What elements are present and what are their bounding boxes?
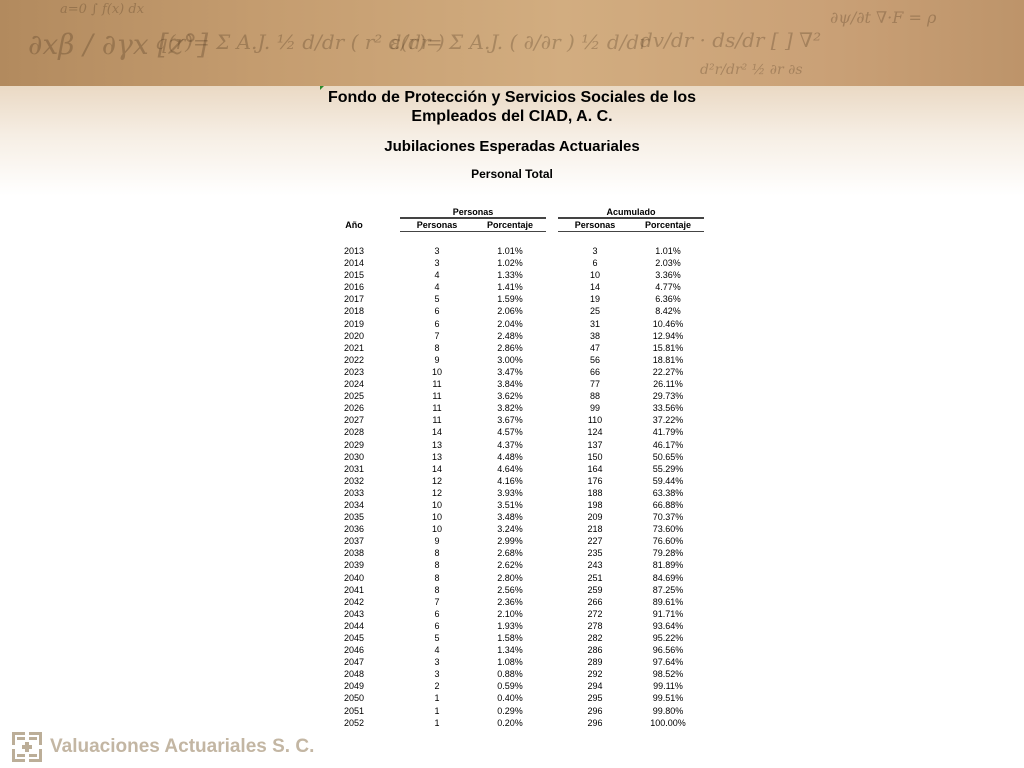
cell-personas: 10 — [431, 524, 442, 535]
cell-acum-porcentaje: 59.44% — [652, 475, 684, 486]
cell-porcentaje: 2.06% — [497, 306, 523, 317]
company-logo-icon — [12, 732, 42, 762]
cell-acum-personas: 66 — [589, 366, 600, 377]
cell-acum-porcentaje: 63.38% — [652, 487, 684, 498]
table-row — [334, 439, 714, 451]
cell-personas: 9 — [434, 354, 440, 365]
cell-acum-personas: 77 — [589, 379, 600, 390]
table-row — [334, 475, 714, 487]
table-row — [334, 717, 714, 729]
cell-acum-porcentaje: 55.29% — [652, 463, 684, 474]
cell-acum-personas: 295 — [587, 693, 603, 704]
table-row — [334, 354, 714, 366]
cell-acum-porcentaje: 4.77% — [655, 282, 681, 293]
column-header-acum-porcentaje: Porcentaje — [644, 220, 692, 230]
cell-acum-personas: 272 — [587, 608, 603, 619]
cell-acum-porcentaje: 18.81% — [652, 354, 684, 365]
cell-acum-personas: 266 — [587, 596, 603, 607]
cell-personas: 8 — [434, 560, 440, 571]
cell-porcentaje: 1.34% — [497, 645, 523, 656]
cell-acum-porcentaje: 87.25% — [652, 584, 684, 595]
table-row — [334, 281, 714, 293]
cell-anio: 2026 — [343, 403, 365, 414]
cell-porcentaje: 3.00% — [497, 354, 523, 365]
cell-porcentaje: 2.62% — [497, 560, 523, 571]
cell-porcentaje: 2.80% — [497, 572, 523, 583]
banner-formula-decoration: dv/dr · ds/dr [ ] ∇² — [640, 28, 822, 52]
cell-anio: 2031 — [343, 463, 365, 474]
table-body — [334, 245, 714, 729]
cell-acum-porcentaje: 95.22% — [652, 633, 684, 643]
cell-personas: 4 — [434, 645, 440, 656]
cell-acum-porcentaje: 1.01% — [655, 246, 681, 256]
cell-anio: 2044 — [343, 620, 365, 631]
cell-acum-personas: 150 — [587, 451, 603, 462]
table-row — [334, 632, 714, 644]
cell-acum-porcentaje: 99.80% — [652, 705, 684, 716]
cell-personas: 10 — [431, 499, 442, 510]
cell-acum-personas: 294 — [587, 681, 603, 692]
table-row — [334, 414, 714, 426]
cell-porcentaje: 1.02% — [497, 258, 523, 269]
cell-acum-personas: 282 — [587, 633, 603, 643]
cell-porcentaje: 1.08% — [497, 657, 523, 668]
cell-acum-porcentaje: 96.56% — [652, 645, 684, 656]
cell-anio: 2030 — [343, 451, 365, 462]
cell-anio: 2019 — [343, 318, 365, 329]
cell-acum-personas: 88 — [589, 391, 600, 402]
cell-acum-porcentaje: 26.11% — [653, 379, 683, 390]
cell-personas: 3 — [434, 669, 440, 680]
table-row — [334, 547, 714, 559]
cell-anio: 2039 — [343, 560, 365, 571]
cell-personas: 7 — [434, 330, 440, 341]
cell-anio: 2041 — [343, 584, 365, 595]
title-line-2: Empleados del CIAD, A. C. — [411, 108, 613, 125]
cell-anio: 2037 — [343, 536, 365, 547]
cell-acum-personas: 292 — [587, 669, 603, 680]
cell-porcentaje: 1.41% — [497, 282, 523, 293]
group-underline — [400, 217, 546, 219]
table-row — [334, 523, 714, 535]
banner-formula-decoration: a=0 ∫ f(x) dx — [60, 2, 145, 17]
cell-personas: 6 — [434, 620, 440, 631]
table-row — [334, 378, 714, 390]
cell-acum-personas: 137 — [587, 439, 603, 450]
cell-porcentaje: 3.47% — [497, 366, 523, 377]
cell-porcentaje: 0.88% — [497, 669, 523, 680]
table-row — [334, 584, 714, 596]
table-row — [334, 620, 714, 632]
cell-anio: 2047 — [343, 657, 365, 668]
cell-anio: 2022 — [343, 354, 365, 365]
cell-personas: 8 — [434, 342, 440, 353]
cell-acum-porcentaje: 41.79% — [652, 427, 684, 438]
cell-acum-porcentaje: 84.69% — [652, 572, 684, 583]
cell-personas: 10 — [431, 512, 442, 523]
cell-anio: 2015 — [343, 270, 365, 281]
cell-anio: 2036 — [343, 524, 365, 535]
cell-personas: 11 — [432, 391, 442, 402]
column-header-anio: Año — [345, 220, 363, 230]
cell-acum-personas: 10 — [589, 270, 600, 281]
table-row — [334, 305, 714, 317]
table-row — [334, 608, 714, 620]
cell-porcentaje: 3.93% — [497, 487, 523, 498]
table-row — [334, 572, 714, 584]
page-subtitle: Jubilaciones Esperadas Actuariales — [384, 138, 640, 155]
cell-acum-personas: 47 — [589, 342, 600, 353]
table-row — [334, 390, 714, 402]
cell-personas: 8 — [434, 572, 440, 583]
column-header-acum-personas: Personas — [574, 220, 616, 230]
table-row — [334, 257, 714, 269]
cell-personas: 1 — [434, 705, 440, 716]
cell-anio: 2052 — [343, 717, 365, 728]
cell-anio: 2025 — [343, 391, 365, 402]
cell-personas: 11 — [432, 379, 442, 390]
cell-acum-personas: 164 — [587, 463, 603, 474]
cell-anio: 2035 — [343, 512, 365, 523]
table-row — [334, 511, 714, 523]
cell-porcentaje: 0.40% — [497, 693, 523, 704]
cell-acum-personas: 296 — [587, 717, 603, 728]
cell-anio: 2023 — [343, 366, 365, 377]
cell-acum-personas: 19 — [589, 294, 600, 305]
cell-personas: 5 — [434, 633, 440, 643]
cell-personas: 5 — [434, 294, 440, 305]
cell-anio: 2042 — [343, 596, 365, 607]
cell-anio: 2043 — [343, 608, 365, 619]
table-row — [334, 668, 714, 680]
cell-personas: 7 — [434, 596, 440, 607]
cell-personas: 14 — [431, 427, 442, 438]
cell-acum-porcentaje: 98.52% — [652, 669, 684, 680]
group-header-personas: Personas — [452, 207, 494, 217]
cell-anio: 2024 — [343, 379, 365, 390]
header-underline — [558, 231, 704, 232]
cell-anio: 2021 — [343, 342, 365, 353]
cell-porcentaje: 1.58% — [497, 633, 523, 643]
cell-acum-porcentaje: 10.46% — [652, 318, 684, 329]
table-row — [334, 269, 714, 281]
cell-porcentaje: 2.68% — [497, 548, 523, 559]
header-underline — [400, 231, 546, 232]
cell-anio: 2050 — [343, 693, 365, 704]
cell-personas: 3 — [434, 258, 440, 269]
cell-acum-personas: 227 — [587, 536, 603, 547]
cell-acum-porcentaje: 99.11% — [653, 681, 683, 692]
cell-porcentaje: 1.93% — [497, 620, 523, 631]
cell-porcentaje: 4.48% — [497, 451, 523, 462]
cell-anio: 2033 — [343, 487, 365, 498]
cell-anio: 2032 — [343, 475, 365, 486]
cell-acum-porcentaje: 15.81% — [652, 342, 684, 353]
cell-porcentaje: 1.59% — [497, 294, 523, 305]
table-row — [334, 426, 714, 438]
cell-acum-porcentaje: 22.27% — [652, 366, 684, 377]
cell-personas: 10 — [431, 366, 442, 377]
cell-acum-personas: 243 — [587, 560, 603, 571]
cell-personas: 3 — [434, 246, 440, 256]
cell-acum-personas: 209 — [587, 512, 603, 523]
cell-acum-porcentaje: 37.22% — [652, 415, 684, 426]
cell-acum-personas: 14 — [589, 282, 600, 293]
cell-acum-personas: 259 — [587, 584, 603, 595]
cell-personas: 1 — [434, 717, 440, 728]
cell-acum-personas: 218 — [587, 524, 603, 535]
cell-porcentaje: 2.36% — [497, 596, 523, 607]
table-row — [334, 692, 714, 704]
cell-personas: 11 — [432, 415, 442, 426]
table-row — [334, 487, 714, 499]
cell-porcentaje: 0.59% — [497, 681, 523, 692]
cell-acum-personas: 198 — [587, 499, 603, 510]
cell-porcentaje: 2.10% — [497, 608, 523, 619]
cell-porcentaje: 0.20% — [497, 717, 523, 728]
banner-formula-decoration: ε(r)= Σ A.J. ( ∂/∂r ) ½ d/dr — [390, 30, 649, 54]
banner-formula-decoration: q(r)= Σ A.J. ½ d/dr ( r² d/dr ) — [155, 30, 445, 54]
cell-personas: 4 — [434, 282, 440, 293]
cell-acum-porcentaje: 66.88% — [652, 499, 684, 510]
cell-acum-porcentaje: 79.28% — [652, 548, 684, 559]
column-header-personas: Personas — [416, 220, 458, 230]
table-row — [334, 705, 714, 717]
cell-porcentaje: 4.16% — [497, 475, 523, 486]
cell-anio: 2027 — [343, 415, 365, 426]
cell-personas: 4 — [434, 270, 440, 281]
cell-acum-porcentaje: 73.60% — [652, 524, 684, 535]
cell-acum-personas: 110 — [587, 415, 603, 426]
group-underline — [558, 217, 704, 219]
cell-personas: 8 — [434, 584, 440, 595]
banner-formula-decoration: ∂xβ / ∂γx [z°] — [28, 28, 209, 61]
cell-porcentaje: 2.86% — [497, 342, 523, 353]
cell-acum-porcentaje: 100.00% — [650, 717, 686, 728]
cell-anio: 2018 — [343, 306, 365, 317]
cell-acum-porcentaje: 2.03% — [655, 258, 681, 269]
cell-acum-personas: 296 — [587, 705, 603, 716]
cell-personas: 8 — [434, 548, 440, 559]
cell-acum-personas: 278 — [587, 620, 603, 631]
table-row — [334, 342, 714, 354]
cell-acum-personas: 124 — [587, 427, 603, 438]
cell-acum-porcentaje: 97.64% — [652, 657, 684, 668]
cell-porcentaje: 4.64% — [497, 463, 523, 474]
cell-acum-porcentaje: 89.61% — [652, 596, 684, 607]
cell-personas: 13 — [431, 451, 442, 462]
cell-personas: 9 — [434, 536, 440, 547]
cell-anio: 2045 — [343, 633, 365, 643]
table-row — [334, 644, 714, 656]
cell-acum-personas: 286 — [587, 645, 603, 656]
cell-porcentaje: 3.62% — [497, 391, 523, 402]
table-row — [334, 318, 714, 330]
cell-personas: 13 — [431, 439, 442, 450]
cell-porcentaje: 2.04% — [497, 318, 523, 329]
cell-acum-porcentaje: 29.73% — [652, 391, 684, 402]
table-row — [334, 402, 714, 414]
cell-acum-personas: 3 — [592, 246, 598, 256]
table-row — [334, 499, 714, 511]
cell-acum-personas: 6 — [592, 258, 598, 269]
column-header-porcentaje: Porcentaje — [486, 220, 534, 230]
cell-acum-personas: 31 — [589, 318, 600, 329]
table-row — [334, 680, 714, 692]
cell-anio: 2051 — [343, 705, 365, 716]
cell-porcentaje: 4.57% — [497, 427, 523, 438]
cell-porcentaje: 3.84% — [497, 379, 523, 390]
cell-acum-porcentaje: 70.37% — [652, 512, 684, 523]
cell-porcentaje: 3.24% — [497, 524, 523, 535]
cell-anio: 2040 — [343, 572, 365, 583]
cell-porcentaje: 3.82% — [497, 403, 523, 414]
cell-personas: 6 — [434, 306, 440, 317]
cell-acum-personas: 99 — [589, 403, 600, 414]
cell-acum-personas: 251 — [587, 572, 603, 583]
table-row — [334, 245, 714, 257]
table-row — [334, 535, 714, 547]
cell-anio: 2016 — [343, 282, 365, 293]
cell-acum-personas: 38 — [589, 330, 600, 341]
cell-anio: 2046 — [343, 645, 365, 656]
page-title — [280, 88, 744, 126]
cell-anio: 2049 — [343, 681, 365, 692]
section-title: Personal Total — [471, 167, 553, 181]
cell-porcentaje: 0.29% — [497, 705, 523, 716]
cell-acum-porcentaje: 6.36% — [655, 294, 681, 305]
cell-porcentaje: 1.01% — [497, 246, 523, 256]
cell-acum-porcentaje: 33.56% — [652, 403, 684, 414]
cell-personas: 11 — [432, 403, 442, 414]
cell-porcentaje: 1.33% — [497, 270, 523, 281]
cell-anio: 2017 — [343, 294, 365, 305]
cell-anio: 2029 — [343, 439, 365, 450]
table-row — [334, 366, 714, 378]
cell-acum-porcentaje: 46.17% — [652, 439, 684, 450]
cell-anio: 2013 — [343, 246, 365, 256]
cell-anio: 2038 — [343, 548, 365, 559]
cell-porcentaje: 2.56% — [497, 584, 523, 595]
cell-porcentaje: 4.37% — [497, 439, 523, 450]
cell-porcentaje: 3.48% — [497, 512, 523, 523]
cell-acum-personas: 188 — [587, 487, 603, 498]
cell-acum-porcentaje: 8.42% — [655, 306, 681, 317]
cell-porcentaje: 2.48% — [497, 330, 523, 341]
company-name: Valuaciones Actuariales S. C. — [50, 736, 315, 757]
cell-anio: 2020 — [343, 330, 365, 341]
cell-anio: 2028 — [343, 427, 365, 438]
cell-anio: 2048 — [343, 669, 365, 680]
cell-acum-porcentaje: 76.60% — [652, 536, 684, 547]
group-header-acumulado: Acumulado — [606, 207, 656, 217]
cell-acum-porcentaje: 3.36% — [655, 270, 681, 281]
cell-personas: 6 — [434, 608, 440, 619]
cell-acum-porcentaje: 50.65% — [652, 451, 684, 462]
table-row — [334, 656, 714, 668]
cell-porcentaje: 2.99% — [497, 536, 523, 547]
cell-acum-porcentaje: 81.89% — [652, 560, 684, 571]
banner-formula-decoration: d²r/dr² ½ ∂r ∂s — [700, 62, 803, 78]
cell-personas: 14 — [431, 463, 442, 474]
header-banner — [0, 0, 1024, 86]
cell-personas: 6 — [434, 318, 440, 329]
cell-acum-porcentaje: 99.51% — [652, 693, 684, 704]
cell-personas: 12 — [431, 487, 442, 498]
cell-acum-personas: 176 — [587, 475, 603, 486]
cell-acum-personas: 289 — [587, 657, 603, 668]
cell-acum-personas: 235 — [587, 548, 603, 559]
cell-acum-porcentaje: 93.64% — [652, 620, 684, 631]
cell-porcentaje: 3.51% — [497, 499, 523, 510]
banner-formula-decoration: ∂ψ/∂t ∇·F = ρ — [830, 8, 937, 27]
cell-personas: 1 — [434, 693, 440, 704]
cell-personas: 12 — [431, 475, 442, 486]
table-row — [334, 330, 714, 342]
cell-acum-porcentaje: 12.94% — [652, 330, 684, 341]
table-row — [334, 293, 714, 305]
table-row — [334, 451, 714, 463]
cell-anio: 2034 — [343, 499, 365, 510]
cell-acum-personas: 25 — [589, 306, 600, 317]
cell-anio: 2014 — [343, 258, 365, 269]
table-row — [334, 559, 714, 571]
table-row — [334, 463, 714, 475]
cell-personas: 2 — [434, 681, 440, 692]
cell-porcentaje: 3.67% — [497, 415, 523, 426]
cell-acum-porcentaje: 91.71% — [652, 608, 684, 619]
title-line-1: Fondo de Protección y Servicios Sociales de los — [327, 89, 697, 106]
cell-acum-personas: 56 — [589, 354, 600, 365]
cell-personas: 3 — [434, 657, 440, 668]
table-row — [334, 596, 714, 608]
